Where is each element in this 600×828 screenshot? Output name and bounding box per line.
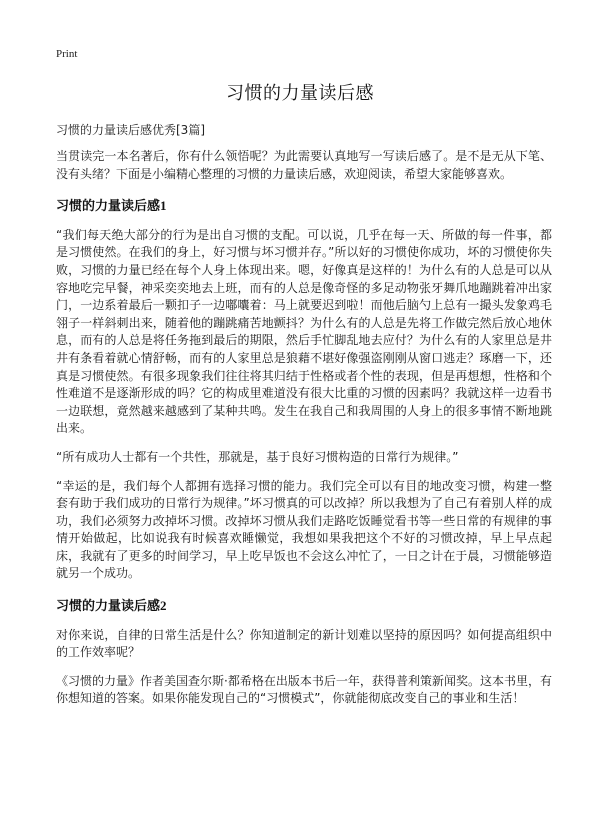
section2-paragraph-2: 《习惯的力量》作者美国查尔斯·都希格在出版本书后一年，获得普利策新闻奖。这本书里，有你想知道的答案。如果你能发现自己的“习惯模式”，你就能彻底改变自己的事业和生活！: [56, 673, 552, 706]
section-heading-2: 习惯的力量读后感2: [56, 598, 167, 614]
section1-paragraph-1: “我们每天绝大部分的行为是出自习惯的支配。可以说，几乎在每一天、所做的每一件事，都是习惯使然。在我们的身上，好习惯与坏习惯并存。”所以好的习惯使你成功，坏的习惯使你失败，习惯的力量已经在每个人身上体现出来。嗯，好像真是这样的！为什么有的人总是可以从容地吃完早餐，神采奕奕地去上班，而有的人总是像奇怪的多足动物张牙舞爪地蹦跳着冲出家门，一边系着最后一颗扣子一边嘟囔着：马上就要迟到啦！而他后脑勺上总有一撮头发象鸡毛翎子一样斜刺出来，随着他的蹦跳痛苦地颤抖？为什么有的人总是先将工作做完然后放心地休息，而有的人总是将任务拖到最后的期限，然后手忙脚乱地去应付？为什么有的人家里总是井井有条看着就心情舒畅，而有的人家里总是狼藉不堪好像强盗刚刚从窗口逃走？琢磨一下，还真是习惯使然。有很多现象我们往往将其归结于性格或者个性的表现，但是再想想，性格和个性难道不是逐渐形成的吗？它的构成里难道没有很大比重的习惯的因素吗？我就这样一边看书一边联想，竟然越来越感到了某种共鸣。发生在我自己和我周围的人身上的很多事情不断地跳出来。: [56, 227, 552, 436]
section1-paragraph-3: “幸运的是，我们每个人都拥有选择习惯的能力。我们完全可以有目的地改变习惯，构建一整套有助于我们成功的日常行为规律。”坏习惯真的可以改掉？所以我想为了自己有着别人样的成功，我们必须努力改掉坏习惯。改掉坏习惯从我们走路吃饭睡觉看书等一些日常的有规律的事情开始做起，比如说我有时候喜欢睡懒觉，我想如果我把这个不好的习惯改掉，早上早点起床，我就有了更多的时间学习，早上吃早饭也不会这么冲忙了，一日之计在于晨，习惯能够造就另一个成功。: [56, 478, 552, 581]
section1-paragraph-2: “所有成功人士都有一个共性，那就是，基于良好习惯构造的日常行为规律。”: [56, 449, 459, 464]
print-link[interactable]: Print: [56, 48, 78, 60]
document-subtitle: 习惯的力量读后感优秀[3篇]: [56, 123, 205, 137]
section-heading-1: 习惯的力量读后感1: [56, 198, 167, 214]
section2-paragraph-1: 对你来说，自律的日常生活是什么？你知道制定的新计划难以坚持的原因吗？如何提高组织中的工作效率呢？: [56, 627, 552, 660]
article-body: [56, 148, 552, 719]
page-title: 习惯的力量读后感: [226, 83, 374, 104]
intro-paragraph: 当贯读完一本名著后，你有什么领悟呢？为此需要认真地写一写读后感了。是不是无从下笔、没有头绪？下面是小编精心整理的习惯的力量读后感，欢迎阅读，希望大家能够喜欢。: [56, 149, 552, 181]
